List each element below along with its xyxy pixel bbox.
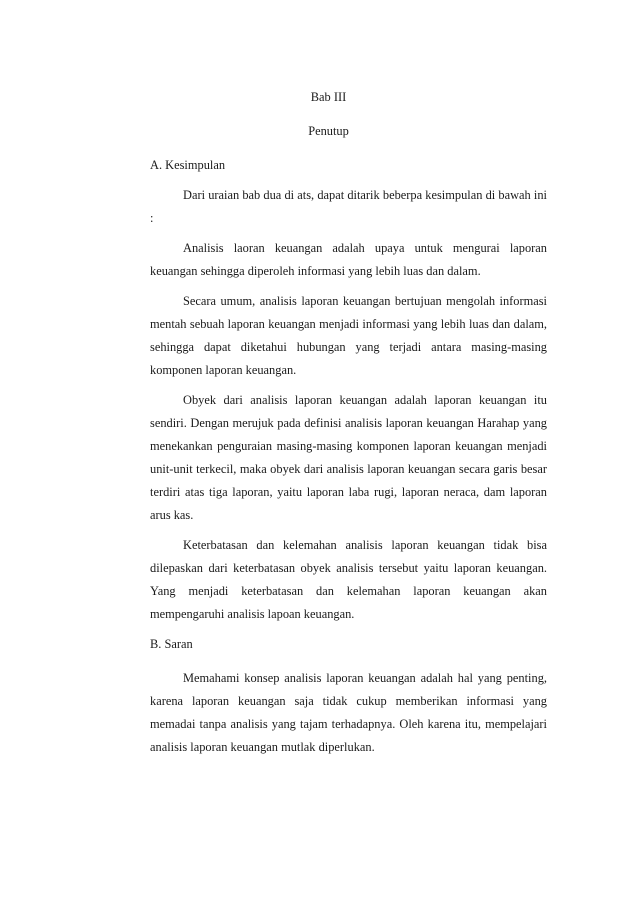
paragraph: Dari uraian bab dua di ats, dapat ditarik beberpa kesimpulan di bawah ini : <box>150 188 547 225</box>
paragraph: Memahami konsep analisis laporan keuangan adalah hal yang penting, karena laporan keuangan saja tidak cukup memberikan informasi yang memadai tanpa analisis yang tajam terhadapnya. Oleh karena itu, mempelajari analisis laporan keuangan mutlak diperlukan. <box>150 671 547 754</box>
chapter-heading: Bab III <box>310 90 347 104</box>
page-content <box>150 86 547 759</box>
section-heading-kesimpulan: A. Kesimpulan <box>150 158 226 172</box>
paragraph: Keterbatasan dan kelemahan analisis laporan keuangan tidak bisa dilepaskan dari keterbatasan obyek analisis tersebut yaitu laporan keuangan. Yang menjadi keterbatasan dan kelemahan laporan keuangan akan mempengaruhi analisis lapoan keuangan. <box>150 538 547 621</box>
chapter-title: Penutup <box>308 124 349 138</box>
paragraph: Analisis laoran keuangan adalah upaya untuk mengurai laporan keuangan sehingga diperoleh informasi yang lebih luas dan dalam. <box>150 241 547 278</box>
section-heading-saran: B. Saran <box>150 637 193 651</box>
paragraph: Secara umum, analisis laporan keuangan bertujuan mengolah informasi mentah sebuah laporan keuangan menjadi informasi yang lebih luas dan dalam, sehingga dapat diketahui hubungan yang terjadi antara masing-masing komponen laporan keuangan. <box>150 294 547 377</box>
paragraph: Obyek dari analisis laporan keuangan adalah laporan keuangan itu sendiri. Dengan merujuk pada definisi analisis laporan keuangan Harahap yang menekankan penguraian masing-masing komponen laporan keuangan menjadi unit-unit terkecil, maka obyek dari analisis laporan keuangan secara garis besar terdiri atas tiga laporan, yaitu laporan laba rugi, laporan neraca, dam laporan arus kas. <box>150 393 547 522</box>
